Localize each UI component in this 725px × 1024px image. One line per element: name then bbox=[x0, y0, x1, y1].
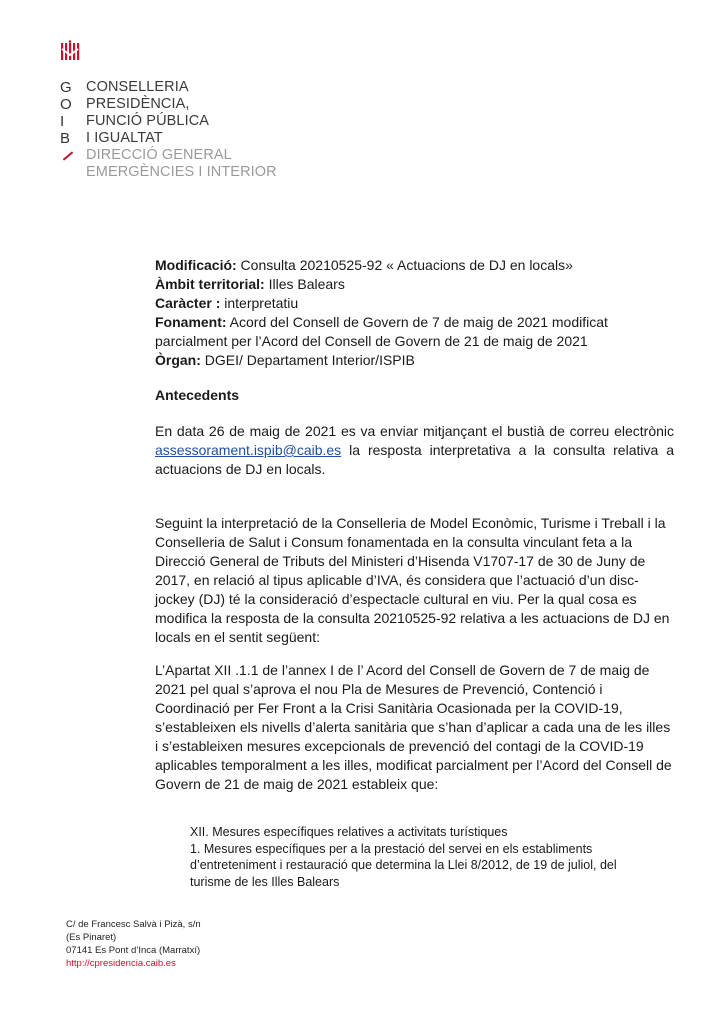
subdept-line-2: EMERGÈNCIES I INTERIOR bbox=[86, 164, 277, 180]
subdept-line-1: DIRECCIÓ GENERAL bbox=[86, 147, 232, 163]
antecedents-heading: Antecedents bbox=[155, 387, 240, 403]
territorial-scope-line: Àmbit territorial: Illes Balears bbox=[155, 276, 345, 292]
quote-line-2: 1. Mesures específiques per a la prestació del servei en els establiments d’entreteniment i restauració que determina la Llei 8/2012, de 19 de juliol, del turisme de les Illes Balears bbox=[190, 841, 617, 889]
logo-letter-i: I bbox=[60, 113, 65, 130]
antecedents-paragraph-3: L’Apartat XII .1.1 de l’annex I de l’ Acord del Consell de Govern de 7 de maig de 2021 pel qual s’aprova el nou Pla de Mesures de Prevenció, Contenció i Coordinació per Fer Front a la Crisi Sanitària Ocasionada per la COVID-19, s’estableixen els nivells d’alerta sanitària que s’han d’aplicar a cada una de les illes i s’estableixen mesures excepcionals de prevenció del contagi de la COVID-19 aplicables temporalment a les illes, modificat parcialment per l’Acord del Consell de Govern de 21 de maig de 2021 estableix que: bbox=[155, 662, 672, 792]
dept-line-2: PRESIDÈNCIA, bbox=[86, 96, 190, 112]
antecedents-paragraph-2: Seguint la interpretació de la Conselleria de Model Econòmic, Turisme i Treball i la Conselleria de Salut i Consum fonamentada en la consulta vinculant feta a la Direcció General de Tributs del Ministeri d’Hisenda V1707-17 de 30 de Juny de 2017, en relació al tipus aplicable d’IVA, és considera que l’actuació d’un disc-jockey (DJ) té la consideració d’espectacle cultural en viu. Per la qual cosa es modifica la resposta de la consulta 20210525-92 relativa a les actuacions de DJ en locals en el sentit següent: bbox=[155, 515, 670, 645]
goib-department-block bbox=[60, 79, 277, 181]
quoted-regulation bbox=[190, 824, 660, 890]
footer-website-link[interactable]: http://cpresidencia.caib.es bbox=[66, 958, 176, 969]
logo-letter-o: O bbox=[60, 96, 72, 113]
goib-emblem-icon bbox=[60, 40, 80, 64]
basis-line: Fonament: Acord del Consell de Govern de 7 de maig de 2021 modificat parcialment per l’Acord del Consell de Govern de 21 de maig de 2021 bbox=[155, 314, 608, 349]
footer-address-line-3: 07141 Es Pont d’Inca (Marratxí) bbox=[66, 945, 201, 956]
dept-line-1: CONSELLERIA bbox=[86, 79, 189, 95]
logo-letter-b: B bbox=[60, 130, 71, 147]
organ-line: Òrgan: DGEI/ Departament Interior/ISPIB bbox=[155, 352, 415, 368]
footer-address bbox=[66, 918, 201, 970]
modification-line: Modificació: Consulta 20210525-92 « Actuacions de DJ en locals» bbox=[155, 257, 573, 273]
email-link[interactable]: assessorament.ispib@caib.es bbox=[155, 442, 342, 458]
footer-address-line-1: C/ de Francesc Salvà i Pizà, s/n bbox=[66, 919, 201, 930]
antecedents-paragraph-1: En data 26 de maig de 2021 es va enviar mitjançant el bustià de correu electrònic assessorament.ispib@caib.es la resposta interpretativa a la consulta relativa a actuacions de DJ en locals. bbox=[155, 423, 674, 477]
dept-line-3: FUNCIÓ PÚBLICA bbox=[86, 113, 210, 129]
dept-line-4: I IGUALTAT bbox=[86, 130, 163, 146]
footer-address-line-2: (Es Pinaret) bbox=[66, 932, 117, 943]
character-line: Caràcter : interpretatiu bbox=[155, 295, 299, 311]
logo-letter-g: G bbox=[60, 79, 72, 96]
document-metadata bbox=[155, 256, 674, 370]
red-slash-icon bbox=[60, 147, 86, 164]
quote-line-1: XII. Mesures específiques relatives a activitats turístiques bbox=[190, 825, 508, 839]
